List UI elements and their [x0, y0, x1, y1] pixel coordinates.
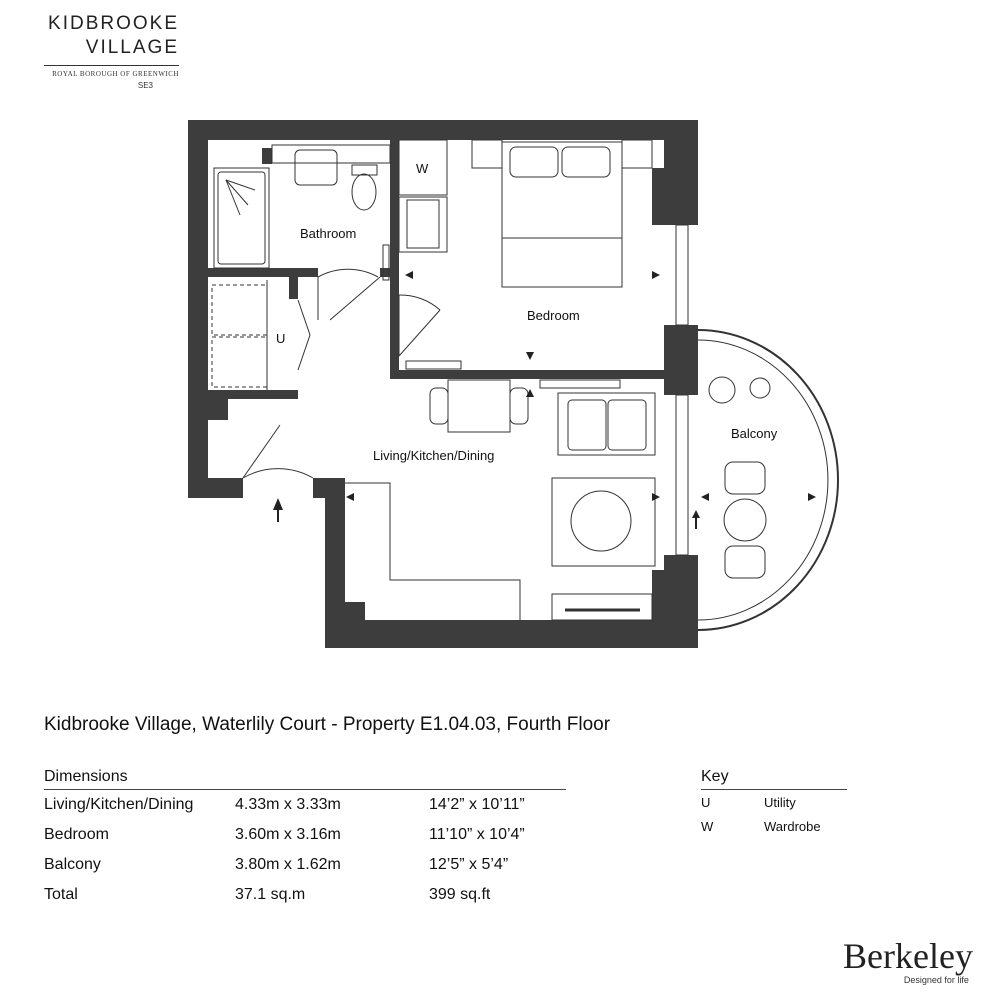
wall-bathroom-bottom — [208, 268, 318, 277]
key-code: U — [701, 795, 711, 810]
shower-spray-2 — [226, 180, 240, 215]
wall-right-middle — [664, 325, 698, 395]
dimension-metric: 3.80m x 1.62m — [235, 856, 341, 873]
balcony-outline — [698, 330, 838, 630]
radiator-living — [540, 380, 620, 388]
pier-right-lower — [652, 570, 666, 620]
balcony-label: Balcony — [731, 426, 778, 441]
logo-line-2: VILLAGE — [85, 37, 179, 58]
key-header: Key — [701, 768, 847, 790]
bedroom-door-leaf-2 — [399, 310, 440, 356]
dim-marker-8 — [808, 493, 816, 501]
dimension-metric: 37.1 sq.m — [235, 886, 306, 903]
property-title: Kidbrooke Village, Waterlily Court - Property E1.04.03, Fourth Floor — [44, 714, 611, 735]
dimensions-row — [44, 880, 566, 910]
balcony-access-arrow-stem — [695, 517, 697, 529]
utility-door — [298, 300, 310, 370]
dimensions-row — [44, 790, 566, 820]
logo-line-1: KIDBROOKE — [48, 13, 179, 34]
balcony-inner — [698, 340, 828, 620]
pillow-right — [562, 147, 610, 177]
dimension-imperial: 11’10” x 10’4” — [429, 826, 525, 843]
utility-appliance-2 — [212, 337, 267, 387]
dimension-imperial: 399 sq.ft — [429, 886, 491, 903]
dining-table — [448, 380, 510, 432]
utility-appliance-1 — [212, 285, 267, 335]
dim-marker-5 — [652, 493, 660, 501]
basin — [295, 150, 337, 185]
dimension-room: Total — [44, 886, 78, 903]
utility-marker: U — [276, 331, 286, 346]
vanity-unit — [272, 145, 390, 163]
kitchen-counter — [345, 483, 520, 620]
radiator-bedroom — [406, 361, 461, 369]
tv-unit — [552, 594, 652, 620]
wall-left-upper — [188, 120, 208, 498]
wc-bowl — [352, 174, 376, 210]
pillow-left — [510, 147, 558, 177]
bed-cover — [502, 238, 622, 287]
key-label: Utility — [764, 795, 796, 810]
sofa-cushion-left — [568, 400, 606, 450]
dimensions-table — [44, 768, 566, 910]
berkeley-logo — [843, 938, 973, 985]
wall-right-lower — [664, 555, 698, 648]
logo-subtitle: ROYAL BOROUGH OF GREENWICH — [52, 70, 179, 78]
dimension-imperial: 12’5” x 5’4” — [429, 856, 509, 873]
key-label: Wardrobe — [764, 819, 821, 834]
wall-top — [188, 120, 698, 140]
living-label: Living/Kitchen/Dining — [373, 448, 495, 463]
key-row — [701, 790, 847, 814]
dim-marker-7 — [701, 493, 709, 501]
pier-right-upper — [652, 168, 666, 225]
balcony-plant-1 — [709, 377, 735, 403]
dimension-room: Bedroom — [44, 826, 109, 843]
bedside-right — [622, 140, 652, 168]
dimension-metric: 3.60m x 3.16m — [235, 826, 341, 843]
wall-utility-right — [289, 277, 298, 299]
key-table — [701, 768, 847, 838]
wardrobe-rail — [399, 197, 447, 252]
bathroom-door-leaf — [330, 277, 380, 320]
key-code: W — [701, 819, 714, 834]
coffee-table — [571, 491, 631, 551]
dining-chair-right — [510, 388, 528, 424]
window-bedroom — [676, 225, 688, 325]
dimensions-header: Dimensions — [44, 768, 566, 790]
window-living — [676, 395, 688, 555]
dimensions-row — [44, 850, 566, 880]
shower-tray — [214, 168, 269, 268]
sofa-cushion-right — [608, 400, 646, 450]
entrance-door-swing — [243, 469, 313, 478]
bedside-left — [472, 140, 502, 168]
wall-utility-bottom — [208, 390, 298, 399]
key-row — [701, 814, 847, 838]
dimension-room: Balcony — [44, 856, 101, 873]
dimensions-row — [44, 820, 566, 850]
balcony-chair-top — [725, 462, 765, 494]
entrance-arrow-stem — [277, 508, 279, 522]
dimension-imperial: 14’2” x 10’11” — [429, 796, 525, 813]
wall-bedroom-left — [390, 275, 399, 379]
dim-marker-6 — [346, 493, 354, 501]
balcony-chair-bottom — [725, 546, 765, 578]
brand-tagline: Designed for life — [903, 975, 969, 985]
wardrobe-marker: W — [416, 161, 429, 176]
dimension-room: Living/Kitchen/Dining — [44, 796, 194, 813]
wc-cistern — [352, 165, 377, 175]
balcony-plant-2 — [750, 378, 770, 398]
wardrobe-hangers — [407, 200, 439, 248]
wall-notch — [208, 398, 228, 420]
bathroom-door-swing — [318, 269, 378, 320]
wall-corner — [345, 602, 365, 622]
wall-bathroom-right — [390, 140, 399, 277]
wall-entry-left — [188, 478, 243, 498]
balcony-access-arrow — [692, 510, 700, 518]
wall-bottom — [325, 620, 698, 648]
wall-right-upper — [664, 120, 698, 225]
wall-stub — [262, 148, 272, 164]
dimension-metric: 4.33m x 3.33m — [235, 796, 341, 813]
bathroom-label: Bathroom — [300, 226, 357, 241]
logo-postcode: SE3 — [137, 81, 153, 90]
dining-chair-left — [430, 388, 448, 424]
bedroom-door-swing — [399, 295, 440, 310]
dim-marker-3 — [526, 352, 534, 360]
bedroom-label: Bedroom — [527, 308, 580, 323]
balcony-table — [724, 499, 766, 541]
fixtures — [212, 140, 838, 630]
brand-name: Berkeley — [843, 936, 973, 976]
wall-bedroom-bottom — [390, 370, 665, 379]
dim-marker-1 — [652, 271, 660, 279]
dim-marker-2 — [405, 271, 413, 279]
